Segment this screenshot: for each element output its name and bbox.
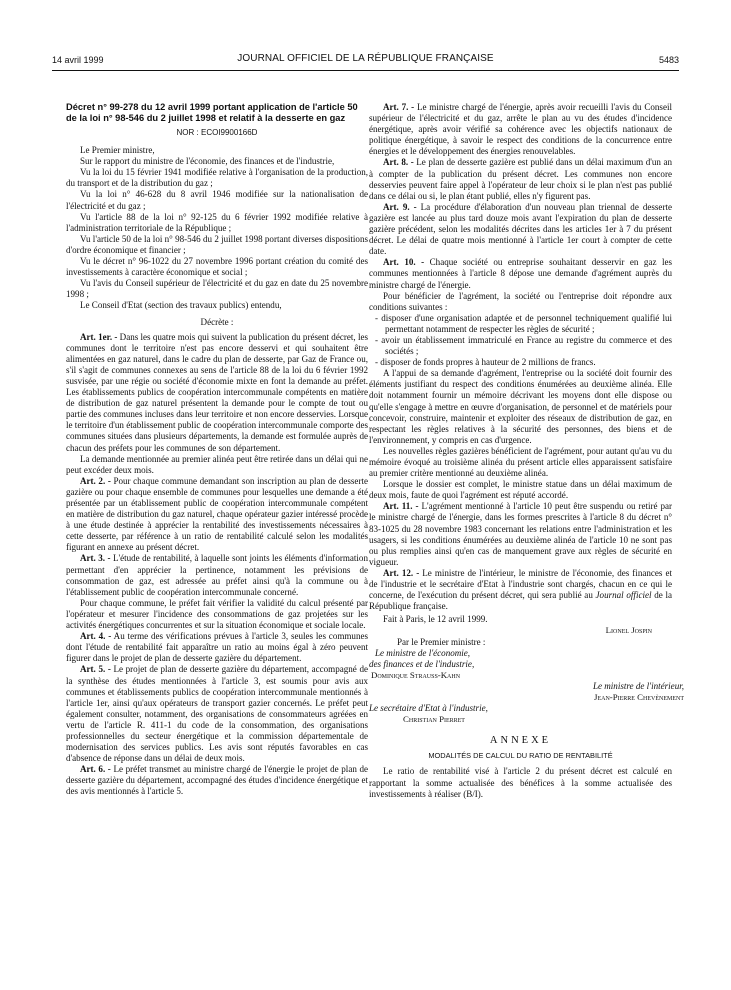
- preamble-line: Vu le décret n° 96-1022 du 27 novembre 1996 portant création du comité des investissements à caractère économique et social ;: [66, 256, 368, 278]
- right-column: [369, 102, 684, 800]
- preamble-line: Vu l'avis du Conseil supérieur de l'électricité et du gaz en date du 25 novembre 1998 ;: [66, 278, 368, 300]
- annex-text: Le ratio de rentabilité visé à l'article 2 du présent décret est calculé en rapportant la somme actualisée des bénéfices à la somme actualisée des investissements à réaliser (B/I).: [369, 766, 672, 799]
- article-4: [66, 631, 368, 664]
- page-number: 5483: [658, 55, 679, 65]
- signature-eco-title: [369, 659, 672, 670]
- article-paragraph: Pour bénéficier de l'agrément, la société ou l'entreprise doit répondre aux conditions suivantes :: [369, 290, 672, 312]
- article-8: [369, 157, 672, 201]
- conditions-list: [369, 313, 672, 368]
- eco-title-2: des finances et de l'industrie,: [369, 658, 475, 669]
- eco-title-1: Le ministre de l'économie,: [375, 647, 471, 658]
- article-paragraph: A l'appui de sa demande d'agrément, l'entreprise ou la société doit fournir des éléments justifiant du respect des conditions énumérées au deuxième alinéa. Elle doit notamment fournir un mémoire décrivant les moyens dont elle dispose ou qu'elle s'engage à mettre en œuvre d'organisation, de personnel et de matériels pour concevoir, construire, maintenir et exploiter des réseaux de distribution de gaz, en respectant les règles relatives à la sécurité des personnes, des biens et de l'environnement, y compris en cas d'urgence.: [369, 368, 672, 445]
- article-text: L'agrément mentionné à l'article 10 peut être suspendu ou retiré par le ministre chargé de l'énergie, dans les formes prescrites à l'article 8 du décret n° 83-1025 du 28 novembre 1983 concernant les relations entre l'administration et les usagers, si les conditions énumérées au deuxième alinéa de l'article 10 ne sont pas ou plus remplies ainsi qu'en cas de manquement grave aux règles de sécurité en vigueur.: [369, 501, 672, 567]
- preamble-line: Vu l'article 88 de la loi n° 92-125 du 6 février 1992 modifiée relative à l'administration territoriale de la République ;: [66, 211, 368, 233]
- article-text: La procédure d'élaboration d'un nouveau plan triennal de desserte gazière est lancée au plus tard douze mois avant l'expiration du plan de desserte gazière précédent, selon les modalités décrites dans les articles 1er à 7 du présent décret. Le délai de quatre mois mentionné à l'article 1er court à compter de cette date.: [369, 201, 672, 257]
- article-text: Le ministre de l'intérieur, le ministre de l'économie, des finances et de l'industrie et le secrétaire d'Etat à l'industrie sont chargés, chacun en ce qui le concerne, de l'exécution du présent décret, qui sera publié au: [369, 567, 672, 601]
- article-text: Dans les quatre mois qui suivent la publication du présent décret, les communes dont le territoire n'est pas encore desservi et qui souhaitent être alimentées en gaz naturel, dans le cadre du plan de desserte, par Gaz de France ou, s'il s'agit de communes connexes au sens de l'article 88 de la loi du 6 février 1992 susvisée, par une régie ou société d'économie mixte en font la demande au préfet. Les établissements publics de coopération intercommunale compétents en matière de distribution de gaz naturel présentent la demande pour le compte de tout ou partie des communes incluses dans leur territoire et non encore desservies. Lorsque le territoire d'un établissement public de coopération intercommunale comporte des communes situées dans plusieurs départements, la demande est formulée auprès de chacun des préfets pour les communes de son département.: [66, 331, 368, 453]
- list-item: - disposer d'une organisation adaptée et de personnel techniquement qualifié lui permettant notamment de respecter les règles de sécurité ;: [375, 312, 672, 334]
- nor-reference: NOR : ECOI9900166D: [176, 128, 258, 137]
- header-date: 14 avril 1999: [52, 55, 104, 65]
- article-6: [66, 764, 368, 797]
- signature-int-name: [369, 691, 684, 703]
- signature-ind-name: [369, 714, 672, 725]
- decree-title: Décret n° 99-278 du 12 avril 1999 portant application de l'article 50 de la loi n° 98-546 du 2 juillet 1998 et relatif à la desserte en gaz: [66, 102, 358, 123]
- left-column: [66, 102, 368, 798]
- int-title: Le ministre de l'intérieur,: [592, 680, 684, 691]
- article-text: Au terme des vérifications prévues à l'article 3, seules les communes dont l'étude de rentabilité fait apparaître un ratio au moins égal à zéro peuvent figurer dans le projet de plan de desserte gazière du département.: [66, 631, 369, 664]
- article-paragraph: La demande mentionnée au premier alinéa peut être retirée dans un délai qui ne peut excéder deux mois.: [66, 453, 368, 475]
- article-text: Pour chaque commune demandant son inscription au plan de desserte gazière ou pour chaque ensemble de communes pour lesquelles une demande a été présentée par un établissement public de coopération intercommunale compétent en matière de distribution du gaz naturel, chaque opérateur gazier intéressé procède à une étude destinée à apprécier la rentabilité des investissements nécessaires à cette desserte, par référence à un ratio de rentabilité calculé selon les modalités figurant en annexe au présent décret.: [66, 475, 368, 553]
- article-2: [66, 476, 368, 554]
- article-text: Le plan de desserte gazière est publié dans un délai maximum d'un an à compter de la publication du présent décret. Les communes non encore desservies peuvent faire appel à l'opérateur de leur choix si le plan n'est pas publié dans ce délai ou si, le plan étant publié, elles n'y figurent pas.: [369, 157, 672, 201]
- by-pm-label: Par le Premier ministre :: [397, 636, 486, 647]
- article-1: [66, 332, 368, 454]
- article-text: L'étude de rentabilité, à laquelle sont joints les éléments d'information permettant d'en apprécier la pertinence, notamment les prévisions de consommation de gaz, est adressée au préfet ainsi qu'à la commune ou à l'établissement public de coopération intercommunale concerné.: [66, 553, 368, 597]
- signature-pm: [369, 625, 672, 636]
- article-paragraph: Les nouvelles règles gazières bénéficient de l'agrément, pour autant qu'au vu du mémoire évoqué au troisième alinéa du présent article elles apparaissent satisfaire au premier critère mentionné au deuxième alinéa.: [369, 445, 672, 479]
- page-header: [52, 53, 679, 69]
- list-item: - disposer de fonds propres à hauteur de 2 millions de francs.: [375, 357, 596, 368]
- ind-name: Christian Pierret: [403, 714, 465, 725]
- article-label: Art. 9. -: [383, 201, 417, 212]
- annex-subtitle: MODALITÉS DE CALCUL DU RATIO DE RENTABILITÉ: [428, 751, 613, 761]
- article-label: Art. 10. -: [383, 257, 425, 268]
- preamble-line: Le Conseil d'Etat (section des travaux publics) entendu,: [80, 300, 282, 311]
- annex-title: ANNEXE: [489, 735, 552, 747]
- article-paragraph: Lorsque le dossier est complet, le ministre statue dans un délai maximum de deux mois, faute de quoi l'agrément est réputé accordé.: [369, 479, 672, 501]
- article-label: Art. 8. -: [383, 157, 414, 168]
- signature-by-pm: [369, 637, 672, 648]
- signature-eco-title: [369, 648, 672, 659]
- article-11: [369, 501, 672, 568]
- article-9: [369, 202, 672, 257]
- article-text: Le préfet transmet au ministre chargé de l'énergie le projet de plan de desserte gazière du département, accompagné des études d'incidence énergétique et des avis mentionnés à l'article 5.: [66, 764, 368, 797]
- article-text: Le ministre chargé de l'énergie, après avoir recueilli l'avis du Conseil supérieur de l'électricité et du gaz, arrête le plan au vu des études d'incidence énergétique, après avoir vérifié sa cohérence avec les objectifs nationaux de politique énergétique, à savoir le respect des conditions de la concurrence entre énergies et le développement des énergies renouvelables.: [369, 102, 672, 157]
- preamble-line: Vu l'article 50 de la loi n° 98-546 du 2 juillet 1998 portant diverses dispositions d'ordre économique et financier ;: [66, 233, 368, 255]
- article-label: Art. 7. -: [383, 102, 415, 112]
- journal-officiel-ref: Journal officiel: [595, 590, 652, 601]
- article-10: [369, 257, 672, 290]
- article-label: Art. 6. -: [80, 764, 111, 775]
- decrete-heading: Décrète :: [200, 316, 234, 327]
- article-label: Art. 2. -: [80, 475, 111, 486]
- article-3: [66, 553, 368, 597]
- preamble-line: Sur le rapport du ministre de l'économie, des finances et de l'industrie,: [80, 156, 335, 167]
- journal-title: JOURNAL OFFICIEL DE LA RÉPUBLIQUE FRANÇAISE: [237, 53, 494, 64]
- article-5: [66, 664, 368, 764]
- article-label: Art. 5. -: [80, 664, 111, 675]
- signature-ind-title: [369, 703, 672, 714]
- signature-int-title: [369, 680, 684, 692]
- article-paragraph: Pour chaque commune, le préfet fait vérifier la validité du calcul présenté par l'opérateur et mesurer l'incidence des consommations de gaz projetées sur les activités énergétiques concurrentes et sur la situation économique et sociale locale.: [66, 597, 368, 631]
- article-12: [369, 568, 672, 612]
- article-label: Art. 1er. -: [80, 331, 118, 342]
- article-label: Art. 12. -: [383, 567, 420, 578]
- signature-eco-name: [369, 670, 672, 681]
- int-name: Jean-Pierre Chevènement: [594, 691, 684, 702]
- article-text: Le projet de plan de desserte gazière du département, accompagné de la synthèse des études mentionnées à l'article 3, est soumis pour avis aux communes et établissements publics de coopération intercommunale mentionnés à l'article 1er, ainsi qu'aux opérateurs de transport gazier concernés. Le préfet peut également consulter, notamment, des organisations de consommateurs agréées en vertu de l'article R. 411-1 du code de la consommation, des organisations professionnelles du secteur énergétique et la commission départementale de modernisation des services publics. Les avis sont réputés favorables en cas d'absence de réponse dans un délai de deux mois.: [66, 664, 368, 764]
- article-7: [369, 102, 672, 157]
- article-label: Art. 11. -: [383, 501, 419, 512]
- article-text: de la République française.: [369, 590, 672, 612]
- header-rule: [52, 70, 679, 71]
- preamble-line: Vu la loi du 15 février 1941 modifiée relative à l'organisation de la production, du transport et de la distribution du gaz ;: [66, 167, 368, 189]
- article-label: Art. 3. -: [80, 553, 111, 564]
- preamble-line: Le Premier ministre,: [80, 145, 155, 156]
- pm-name: Lionel Jospin: [605, 625, 652, 636]
- place-date: Fait à Paris, le 12 avril 1999.: [383, 614, 488, 625]
- preamble-line: Vu la loi n° 46-628 du 8 avril 1946 modifiée sur la nationalisation de l'électricité et du gaz ;: [66, 189, 368, 211]
- ind-title: Le secrétaire d'Etat à l'industrie,: [369, 703, 488, 714]
- article-text: Chaque société ou entreprise souhaitant desservir en gaz les communes mentionnées à l'article 8 dépose une demande d'agrément auprès du ministre chargé de l'énergie.: [369, 257, 673, 290]
- eco-name: Dominique Strauss-Kahn: [371, 669, 461, 680]
- list-item: - avoir un établissement immatriculé en France au registre du commerce et des sociétés ;: [375, 334, 672, 357]
- article-label: Art. 4. -: [80, 631, 112, 642]
